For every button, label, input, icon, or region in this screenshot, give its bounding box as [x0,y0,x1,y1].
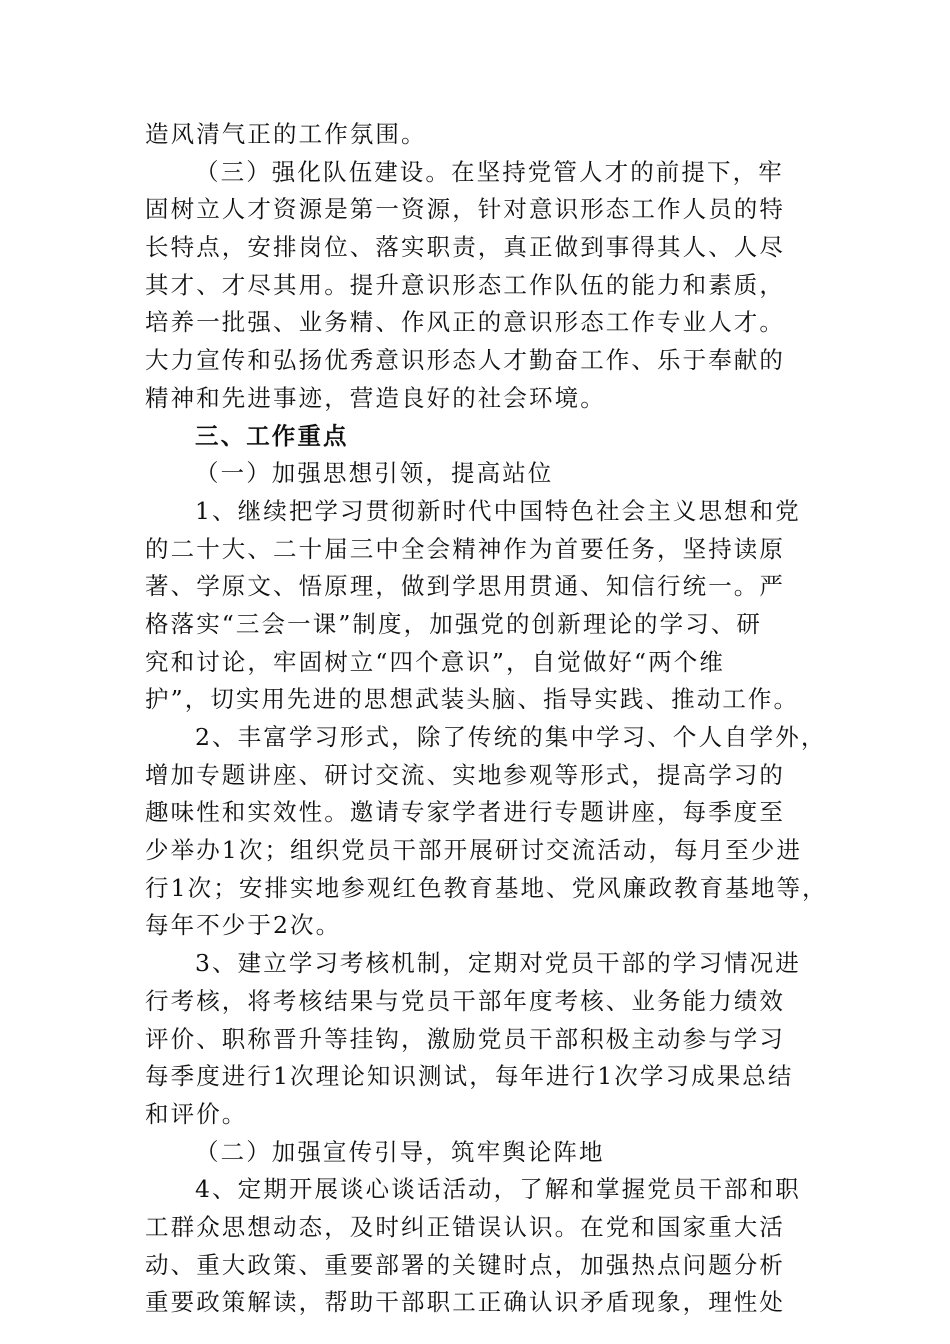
text-line: 重要政策解读，帮助干部职工正确认识矛盾现象，理性处 [145,1288,785,1317]
text-line: 培养一批强、业务精、作风正的意识形态工作专业人才。 [145,308,785,337]
text-line: （三）强化队伍建设。在坚持党管人才的前提下，牢 [195,157,784,186]
text-line: 固树立人才资源是第一资源，针对意识形态工作人员的特 [145,195,785,224]
text-line: 评价、职称晋升等挂钩，激励党员干部积极主动参与学习 [145,1024,785,1053]
text-line: 究和讨论，牢固树立“四个意识”，自觉做好“两个维 [145,647,725,676]
section-heading: 三、工作重点 [195,421,349,450]
text-line: 造风清气正的工作氛围。 [145,120,427,148]
text-line: 少举办1次；组织党员干部开展研讨交流活动，每月至少进 [145,836,803,865]
text-line: 每季度进行1次理论知识测试，每年进行1次学习成果总结 [145,1062,794,1091]
text-line: 1、继续把学习贯彻新时代中国特色社会主义思想和党 [195,496,801,525]
text-line: 增加专题讲座、研讨交流、实地参观等形式，提高学习的 [145,760,785,789]
text-line: 著、学原文、悟原理，做到学思用贯通、知信行统一。严 [145,572,785,601]
text-line: 行考核，将考核结果与党员干部年度考核、业务能力绩效 [145,986,785,1015]
text-line: 4、定期开展谈心谈话活动，了解和掌握党员干部和职 [195,1175,801,1204]
text-line: 大力宣传和弘扬优秀意识形态人才勤奋工作、乐于奉献的 [145,346,785,375]
text-line: 护”，切实用先进的思想武装头脑、指导实践、推动工作。 [145,685,800,714]
document-body [145,116,828,1322]
text-line: 动、重大政策、重要部署的关键时点，加强热点问题分析 [145,1250,785,1279]
text-line: 行1次；安排实地参观红色教育基地、党风廉政教育基地等， [145,873,828,902]
text-line: 格落实“三会一课”制度，加强党的创新理论的学习、研 [145,609,763,638]
text-line: 工群众思想动态，及时纠正错误认识。在党和国家重大活 [145,1212,785,1241]
text-line: 每年不少于2次。 [145,911,342,940]
text-line: 2、丰富学习形式，除了传统的集中学习、个人自学外， [195,723,827,751]
subsection-heading: （一）加强思想引领，提高站位 [195,459,554,488]
text-line: 的二十大、二十届三中全会精神作为首要任务，坚持读原 [145,534,785,563]
text-line: 趣味性和实效性。邀请专家学者进行专题讲座，每季度至 [145,798,785,827]
text-line: 其才、才尽其用。提升意识形态工作队伍的能力和素质， [145,270,785,299]
text-line: 和评价。 [145,1099,248,1128]
subsection-heading: （二）加强宣传引导，筑牢舆论阵地 [195,1137,605,1166]
text-line: 精神和先进事迹，营造良好的社会环境。 [145,383,606,412]
text-line: 长特点，安排岗位、落实职责，真正做到事得其人、人尽 [145,233,785,262]
text-line: 3、建立学习考核机制，定期对党员干部的学习情况进 [195,949,801,978]
